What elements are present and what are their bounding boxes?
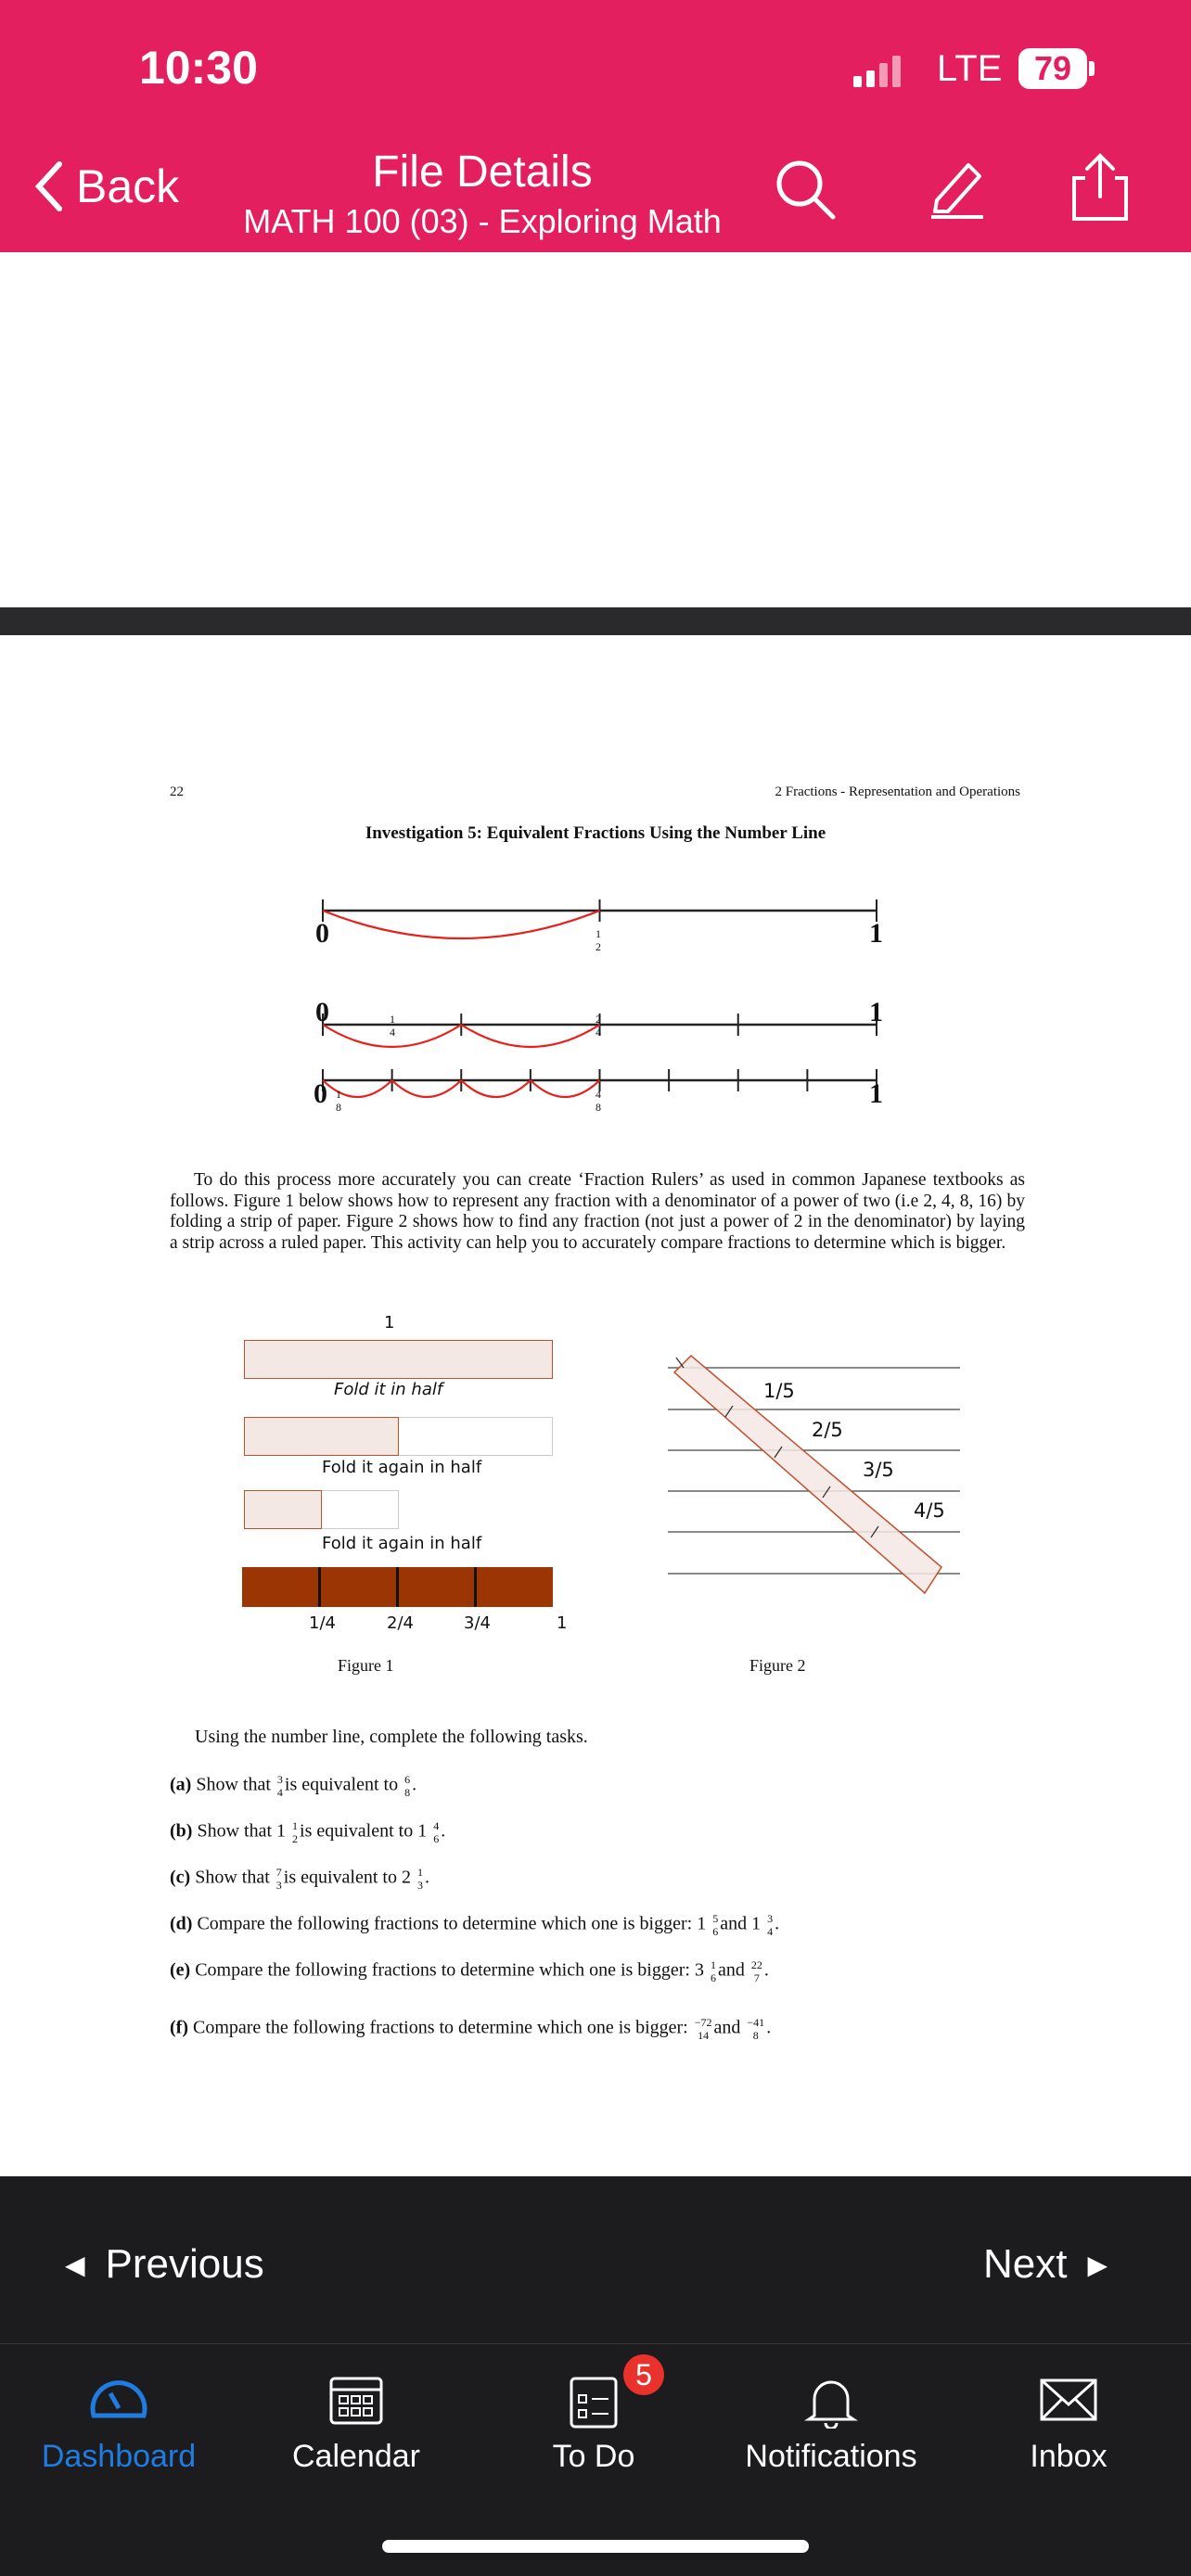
page-title: File Details <box>372 147 593 197</box>
signal-icon <box>853 54 905 87</box>
todo-clipboard-icon <box>566 2371 621 2429</box>
task-label: (e) <box>170 1959 191 1981</box>
task-text: Compare the following fractions to determine which one is bigger: <box>187 2017 693 2038</box>
task-punct: . <box>441 1820 446 1842</box>
task-text: Compare the following fractions to determine which one is bigger: 3 <box>190 1959 709 1981</box>
task-text: is equivalent to 1 <box>300 1820 432 1842</box>
envelope-icon <box>1038 2371 1099 2427</box>
one-label: 1 <box>869 997 883 1027</box>
fraction: 3 4 <box>276 1773 283 1799</box>
ruler-tick-label: 2/4 <box>387 1613 414 1633</box>
task-text: Compare the following fractions to determine which one is bigger: 1 <box>192 1913 711 1934</box>
previous-label: Previous <box>105 2241 264 2287</box>
strip-label-1-5: 1/5 <box>763 1380 795 1402</box>
fraction: 3 4 <box>767 1912 774 1938</box>
course-subtitle: MATH 100 (03) - Exploring Math <box>243 202 722 240</box>
tab-label: To Do <box>552 2439 635 2474</box>
zero-label: 0 <box>315 918 329 949</box>
task-item <box>170 1866 429 1892</box>
task-item <box>170 1912 779 1938</box>
bottom-panel <box>0 2176 1191 2576</box>
task-item <box>170 1958 769 1984</box>
home-indicator <box>382 2540 809 2553</box>
strip-label-4-5: 4/5 <box>914 1499 945 1522</box>
tab-label: Inbox <box>1030 2439 1108 2474</box>
quarter-label: 1 4 <box>390 1013 395 1039</box>
eighth-label: 1 8 <box>336 1088 341 1114</box>
half-label: 1 2 <box>596 927 601 953</box>
ruler-tick-label: 3/4 <box>464 1613 491 1633</box>
task-punct: . <box>763 1959 769 1981</box>
ruler-tick-label: 1 <box>557 1613 568 1633</box>
task-item <box>170 1819 445 1845</box>
bell-icon <box>803 2371 859 2429</box>
task-text: and 1 <box>720 1913 766 1934</box>
jump-arc <box>531 1080 600 1097</box>
strip-label-3-5: 3/5 <box>863 1459 894 1481</box>
task-text: Show that 1 <box>192 1820 291 1842</box>
search-icon[interactable] <box>772 156 839 223</box>
strip-label-2-5: 2/5 <box>812 1419 843 1441</box>
page-separator <box>0 607 1191 635</box>
fraction: 7 3 <box>275 1866 282 1892</box>
battery-level: 79 <box>1018 48 1087 89</box>
fraction: 4 6 <box>433 1819 440 1845</box>
jump-arc <box>392 1080 462 1097</box>
four-eighths-label: 4 8 <box>596 1088 601 1114</box>
task-text: and <box>713 2017 746 2038</box>
fraction: 1 3 <box>416 1866 423 1892</box>
task-punct: . <box>766 2017 772 2038</box>
divider <box>0 2343 1191 2344</box>
fraction: 22 7 <box>750 1958 762 1984</box>
caret-left-icon: ◀ <box>65 2250 85 2279</box>
task-label: (f) <box>170 2017 188 2038</box>
fold-caption-3: Fold it again in half <box>322 1534 482 1553</box>
half-strip <box>244 1417 399 1456</box>
strip-whole-label: 1 <box>384 1313 395 1333</box>
task-punct: . <box>775 1913 780 1934</box>
dashboard-gauge-icon <box>86 2371 151 2423</box>
pdf-page <box>0 635 1191 2176</box>
fraction: 6 8 <box>404 1773 411 1799</box>
jump-arc <box>461 1025 599 1047</box>
next-button[interactable] <box>983 2241 1108 2288</box>
fraction: 5 6 <box>712 1912 719 1938</box>
previous-button[interactable] <box>65 2241 264 2288</box>
zero-label: 0 <box>315 997 329 1027</box>
task-text: Show that <box>191 1774 275 1795</box>
page-number: 22 <box>170 784 184 799</box>
jump-arc <box>461 1080 531 1097</box>
task-item <box>170 1773 416 1799</box>
fraction: 1 2 <box>292 1819 299 1845</box>
task-label: (d) <box>170 1913 193 1934</box>
fold-caption-2: Fold it again in half <box>322 1458 482 1477</box>
investigation-heading: Investigation 5: Equivalent Fractions Using the Number Line <box>365 823 826 843</box>
todo-badge: 5 <box>623 2354 664 2395</box>
quarter-strip <box>244 1490 322 1529</box>
task-punct: . <box>412 1774 417 1795</box>
task-punct: . <box>424 1867 429 1888</box>
fold-caption-1: Fold it in half <box>334 1380 443 1399</box>
task-text: and <box>717 1959 749 1981</box>
full-strip <box>244 1340 553 1379</box>
annotate-pen-icon[interactable] <box>924 154 991 221</box>
running-head: 2 Fractions - Representation and Operations <box>775 784 1020 799</box>
fraction: 1 6 <box>710 1958 716 1984</box>
task-item <box>170 2016 771 2042</box>
battery-icon <box>1089 61 1095 76</box>
one-label: 1 <box>869 918 883 949</box>
calendar-icon <box>328 2371 384 2427</box>
one-label: 1 <box>869 1078 883 1109</box>
next-label: Next <box>983 2241 1068 2287</box>
app-header <box>0 0 1191 252</box>
ruler-tick-label: 1/4 <box>309 1613 336 1633</box>
fraction: −41 8 <box>747 2016 765 2042</box>
ruled-paper-strip-diagram <box>663 1354 969 1604</box>
task-text: is equivalent to 2 <box>283 1867 416 1888</box>
task-text: is equivalent to <box>284 1774 403 1795</box>
number-lines <box>306 895 900 1127</box>
status-time: 10:30 <box>139 42 258 94</box>
jump-arc <box>323 911 600 938</box>
tab-label: Notifications <box>745 2439 917 2474</box>
task-label: (c) <box>170 1867 191 1888</box>
network-label: LTE <box>937 48 1003 89</box>
tab-label: Dashboard <box>41 2439 197 2474</box>
task-label: (b) <box>170 1820 193 1842</box>
body-paragraph: To do this process more accurately you can create ‘Fraction Rulers’ as used in common Japanese textbooks as follows. Figure 1 below shows how to represent any fraction with a denominator of a power of two (i.e 2, 4, 8, 16) by folding a strip of paper. Figure 2 shows how to find any fraction (not just a power of 2 in the denominator) by laying a strip across a ruled paper. This activity can help you to accurately compare fractions to determine which is bigger. <box>170 1170 1025 1253</box>
tasks-intro: Using the number line, complete the following tasks. <box>195 1727 588 1747</box>
task-text: Show that <box>190 1867 275 1888</box>
share-icon[interactable] <box>1067 150 1133 224</box>
figure1-caption: Figure 1 <box>338 1656 394 1675</box>
two-quarters-label: 2 4 <box>596 1013 601 1039</box>
tab-label: Calendar <box>292 2439 420 2474</box>
zero-label: 0 <box>314 1078 327 1109</box>
fraction: −72 14 <box>694 2016 712 2042</box>
back-label: Back <box>76 160 180 212</box>
figure2-caption: Figure 2 <box>749 1656 806 1675</box>
fraction-ruler <box>242 1567 553 1607</box>
task-label: (a) <box>170 1774 192 1795</box>
caret-right-icon: ▶ <box>1087 2250 1108 2279</box>
jump-arc <box>323 1080 392 1097</box>
